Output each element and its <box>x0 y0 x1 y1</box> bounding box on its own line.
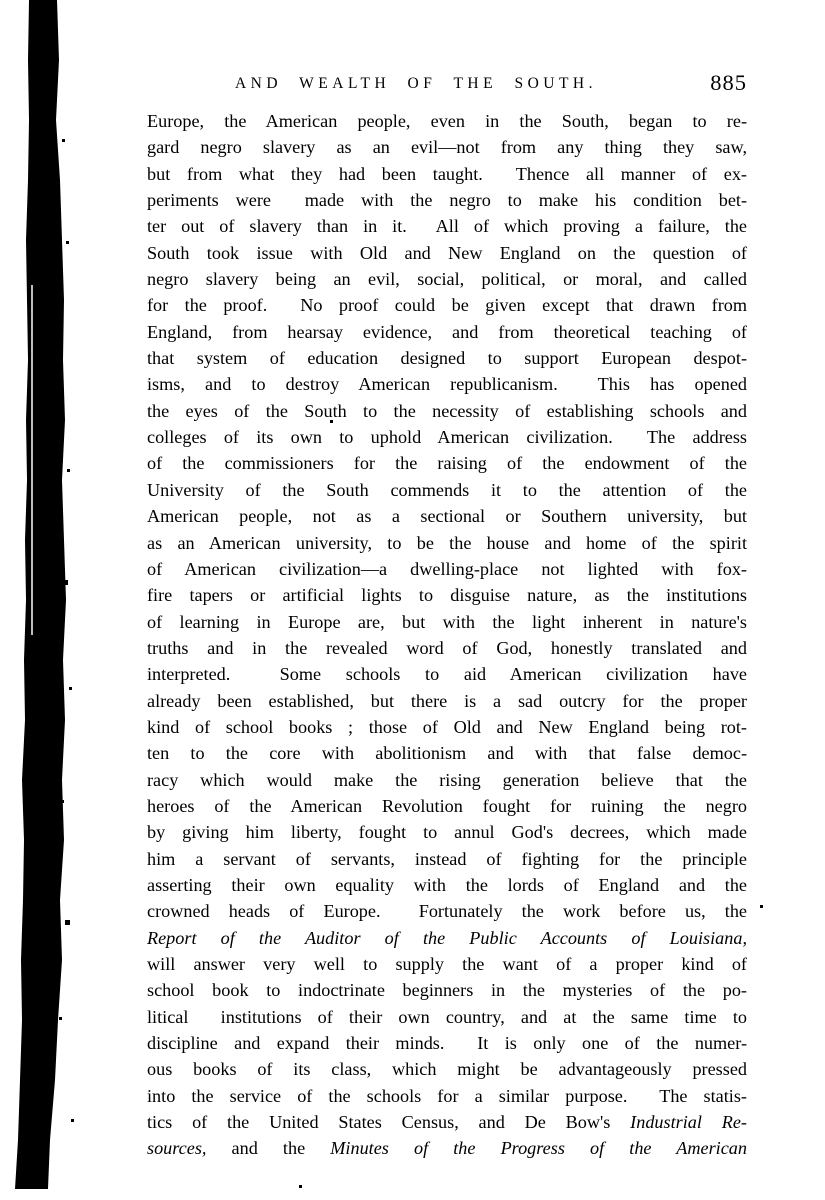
text-segment: kind of school books ; those of Old and New England being rot- <box>147 716 747 737</box>
text-segment: heroes of the American Revolution fought for ruining the negro <box>147 795 747 816</box>
text-segment: for the proof. No proof could be given except that drawn from <box>147 295 747 316</box>
text-segment: already been established, but there is a sad outcry for the proper <box>147 690 747 711</box>
text-line <box>147 134 747 160</box>
text-line <box>147 661 747 687</box>
text-segment: ten to the core with abolitionism and with that false democ- <box>147 743 747 764</box>
text-line <box>147 1004 747 1030</box>
text-segment: American people, not as a sectional or Southern university, but <box>147 506 747 527</box>
text-line <box>147 161 747 187</box>
text-segment: that system of education designed to support European despot- <box>147 348 747 369</box>
italic-text-segment: Minutes of the Progress of the American <box>330 1138 747 1159</box>
page-header <box>147 70 747 96</box>
text-line <box>147 187 747 213</box>
text-segment: fire tapers or artificial lights to disguise nature, as the institutions <box>147 585 747 606</box>
text-line <box>147 582 747 608</box>
text-segment: asserting their own equality with the lords of England and the <box>147 874 747 895</box>
italic-text-segment: Industrial Re- <box>630 1112 747 1133</box>
text-segment: truths and in the revealed word of God, honestly translated and <box>147 637 747 658</box>
text-segment: of American civilization—a dwelling-place not lighted with fox- <box>147 558 747 579</box>
text-segment: will answer very well to supply the want of a proper kind of <box>147 954 747 974</box>
text-line <box>147 925 747 951</box>
text-line <box>147 740 747 766</box>
text-line <box>147 688 747 714</box>
text-line <box>147 846 747 872</box>
text-segment: the eyes of the South to the necessity of establishing schools and <box>147 400 747 421</box>
text-line <box>147 371 747 397</box>
text-line <box>147 635 747 661</box>
book-gutter-shadow <box>0 0 100 1189</box>
text-line <box>147 977 747 1003</box>
text-line <box>147 345 747 371</box>
text-line <box>147 1135 747 1161</box>
page-number: 885 <box>710 70 747 95</box>
running-title: AND WEALTH OF THE SOUTH. <box>234 75 597 92</box>
text-segment: him a servant of servants, instead of fighting for the principle <box>147 848 747 869</box>
text-segment: discipline and expand their minds. It is only one of the numer- <box>147 1033 747 1054</box>
text-line <box>147 609 747 635</box>
text-segment: ter out of slavery than in it. All of which proving a failure, the <box>147 216 747 237</box>
text-segment: colleges of its own to uphold American civilization. The address <box>147 427 747 448</box>
italic-text-segment: Report of the Auditor of the Public Accounts of Louisiana, <box>147 927 747 948</box>
text-segment: South took issue with Old and New England on the question of <box>147 242 747 263</box>
text-segment: as an American university, to be the house and home of the spirit <box>147 532 747 553</box>
text-segment: racy which would make the rising generation believe that the <box>147 769 747 790</box>
text-segment: ous books of its class, which might be advantageously pressed <box>147 1059 747 1080</box>
text-line <box>147 213 747 239</box>
text-segment: by giving him liberty, fought to annul God's decrees, which made <box>147 822 747 843</box>
italic-text-segment: sources, <box>147 1138 207 1159</box>
text-line <box>147 767 747 793</box>
text-line <box>147 1056 747 1082</box>
text-segment: interpreted. Some schools to aid American civilization have <box>147 664 747 685</box>
text-line <box>147 266 747 292</box>
body-text <box>147 108 747 1162</box>
text-segment: of the commissioners for the raising of the endowment of the <box>147 453 747 474</box>
text-line <box>147 793 747 819</box>
text-segment: University of the South commends it to the attention of the <box>147 479 747 500</box>
text-line <box>147 556 747 582</box>
text-line <box>147 424 747 450</box>
text-segment: litical institutions of their own country, and at the same time to <box>147 1006 747 1027</box>
text-segment: crowned heads of Europe. Fortunately the work before us, the <box>147 901 747 922</box>
text-line <box>147 398 747 424</box>
text-line <box>147 898 747 924</box>
text-line <box>147 477 747 503</box>
scan-noise-speckles <box>0 0 1 1</box>
text-line <box>147 872 747 898</box>
text-segment: isms, and to destroy American republicanism. This has opened <box>147 374 747 395</box>
text-line <box>147 450 747 476</box>
text-line <box>147 108 747 134</box>
text-segment: of learning in Europe are, but with the light inherent in nature's <box>147 611 747 632</box>
text-segment: tics of the United States Census, and De Bow's <box>147 1112 631 1133</box>
text-line <box>147 951 747 977</box>
text-line <box>147 1109 747 1135</box>
text-line <box>147 292 747 318</box>
text-line <box>147 1083 747 1109</box>
text-line <box>147 240 747 266</box>
text-line <box>147 714 747 740</box>
text-line <box>147 503 747 529</box>
text-segment: school book to indoctrinate beginners in the mysteries of the po- <box>147 980 747 1001</box>
text-segment: into the service of the schools for a similar purpose. The statis- <box>147 1085 747 1106</box>
text-line <box>147 819 747 845</box>
text-segment: England, from hearsay evidence, and from theoretical teaching of <box>147 321 747 342</box>
text-line <box>147 319 747 345</box>
text-line <box>147 1030 747 1056</box>
text-segment: and the <box>206 1138 331 1159</box>
text-segment: periments were made with the negro to make his condition bet- <box>147 190 747 211</box>
text-segment: but from what they had been taught. Thence all manner of ex- <box>147 163 747 184</box>
text-segment: negro slavery being an evil, social, political, or moral, and called <box>147 269 747 290</box>
text-segment: gard negro slavery as an evil—not from any thing they saw, <box>147 137 747 158</box>
text-segment: Europe, the American people, even in the South, began to re- <box>147 111 747 131</box>
text-line <box>147 530 747 556</box>
gutter-white-streak <box>31 285 33 635</box>
